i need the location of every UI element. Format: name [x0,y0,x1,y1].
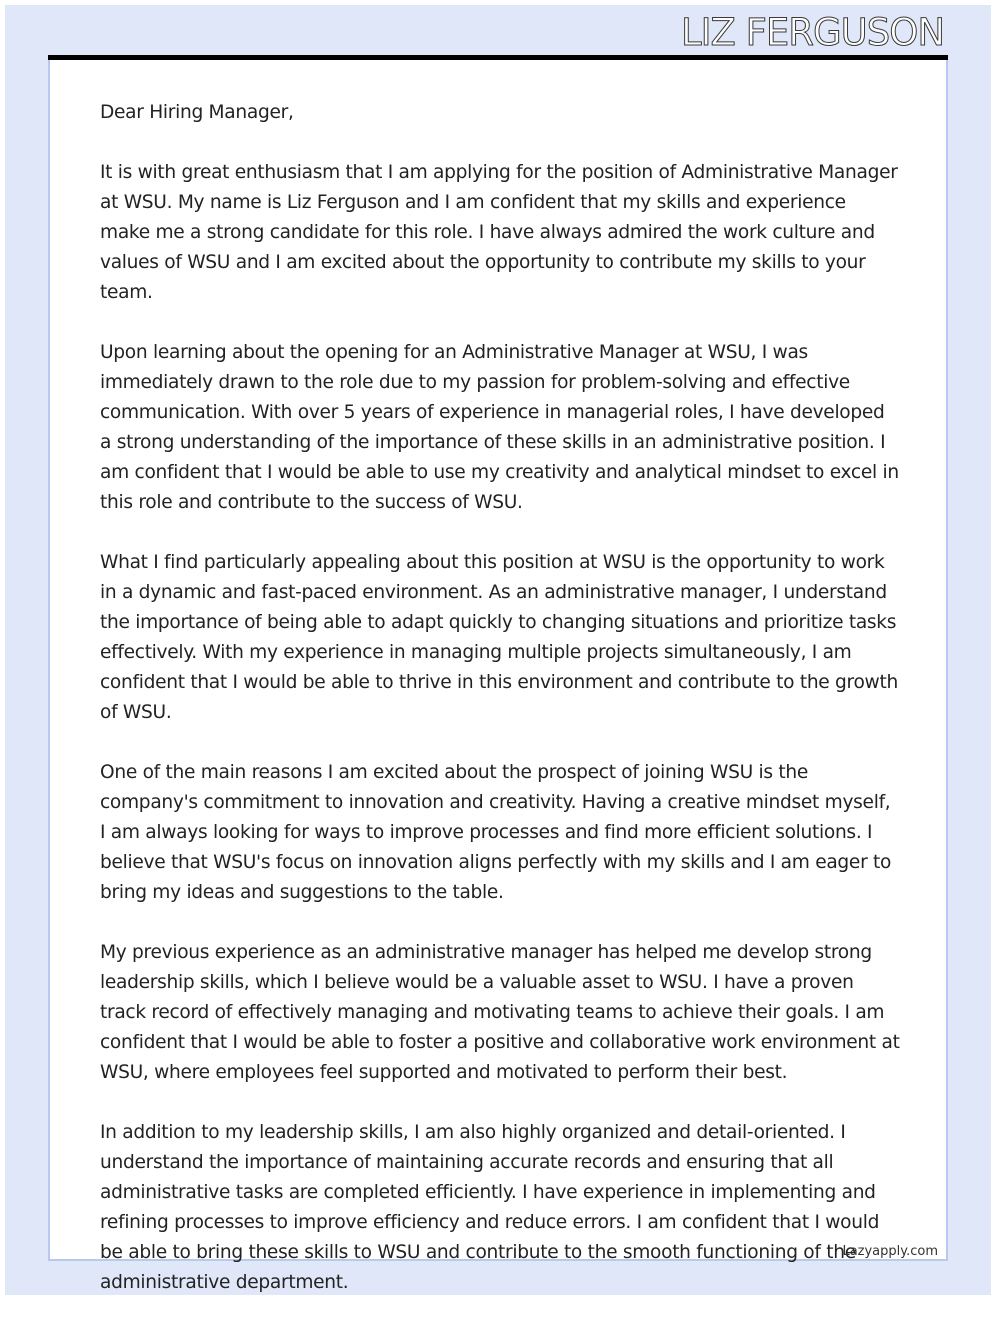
watermark: Lazyapply.com [842,1244,938,1259]
salutation: Dear Hiring Manager, [100,102,294,123]
paragraph-1: It is with great enthusiasm that I am applying for the position of Administrative Manager at WSU. My name is Liz Ferguson and I am confident that my skills and experience make me a strong candidate for this role. I have always admired the work culture and values of WSU and I am excited about the opportunity to contribute my skills to your team. [100,162,898,303]
letter-page [48,60,948,1293]
paragraph-5: My previous experience as an administrative manager has helped me develop strong leadership skills, which I believe would be a valuable asset to WSU. I have a proven track record of effectively managing and motivating teams to achieve their goals. I am confident that I would be able to foster a positive and collaborative work environment at WSU, where employees feel supported and motivated to perform their best. [100,942,900,1083]
applicant-name: LIZ FERGUSON [680,11,944,54]
paragraph-4: One of the main reasons I am excited about the prospect of joining WSU is the company's commitment to innovation and creativity. Having a creative mindset myself, I am always looking for ways to improve processes and find more efficient solutions. I believe that WSU's focus on innovation aligns perfectly with my skills and I am eager to bring my ideas and suggestions to the table. [100,762,892,903]
paragraph-2: Upon learning about the opening for an Administrative Manager at WSU, I was immediately drawn to the role due to my passion for problem-solving and effective communication. With over 5 years of experience in managerial roles, I have developed a strong understanding of the importance of these skills in an administrative position. I am confident that I would be able to use my creativity and analytical mindset to excel in this role and contribute to the success of WSU. [100,342,899,513]
letter-body [100,98,900,1328]
paragraph-6: In addition to my leadership skills, I am also highly organized and detail-oriented. I understand the importance of maintaining accurate records and ensuring that all administrative tasks are completed efficiently. I have experience in implementing and refining processes to improve efficiency and reduce errors. I am confident that I would be able to bring these skills to WSU and contribute to the smooth functioning of the administrative department. [100,1122,880,1293]
paragraph-3: What I find particularly appealing about this position at WSU is the opportunity to work in a dynamic and fast-paced environment. As an administrative manager, I understand the importance of being able to adapt quickly to changing situations and prioritize tasks effectively. With my experience in managing multiple projects simultaneously, I am confident that I would be able to thrive in this environment and contribute to the growth of WSU. [100,552,898,723]
